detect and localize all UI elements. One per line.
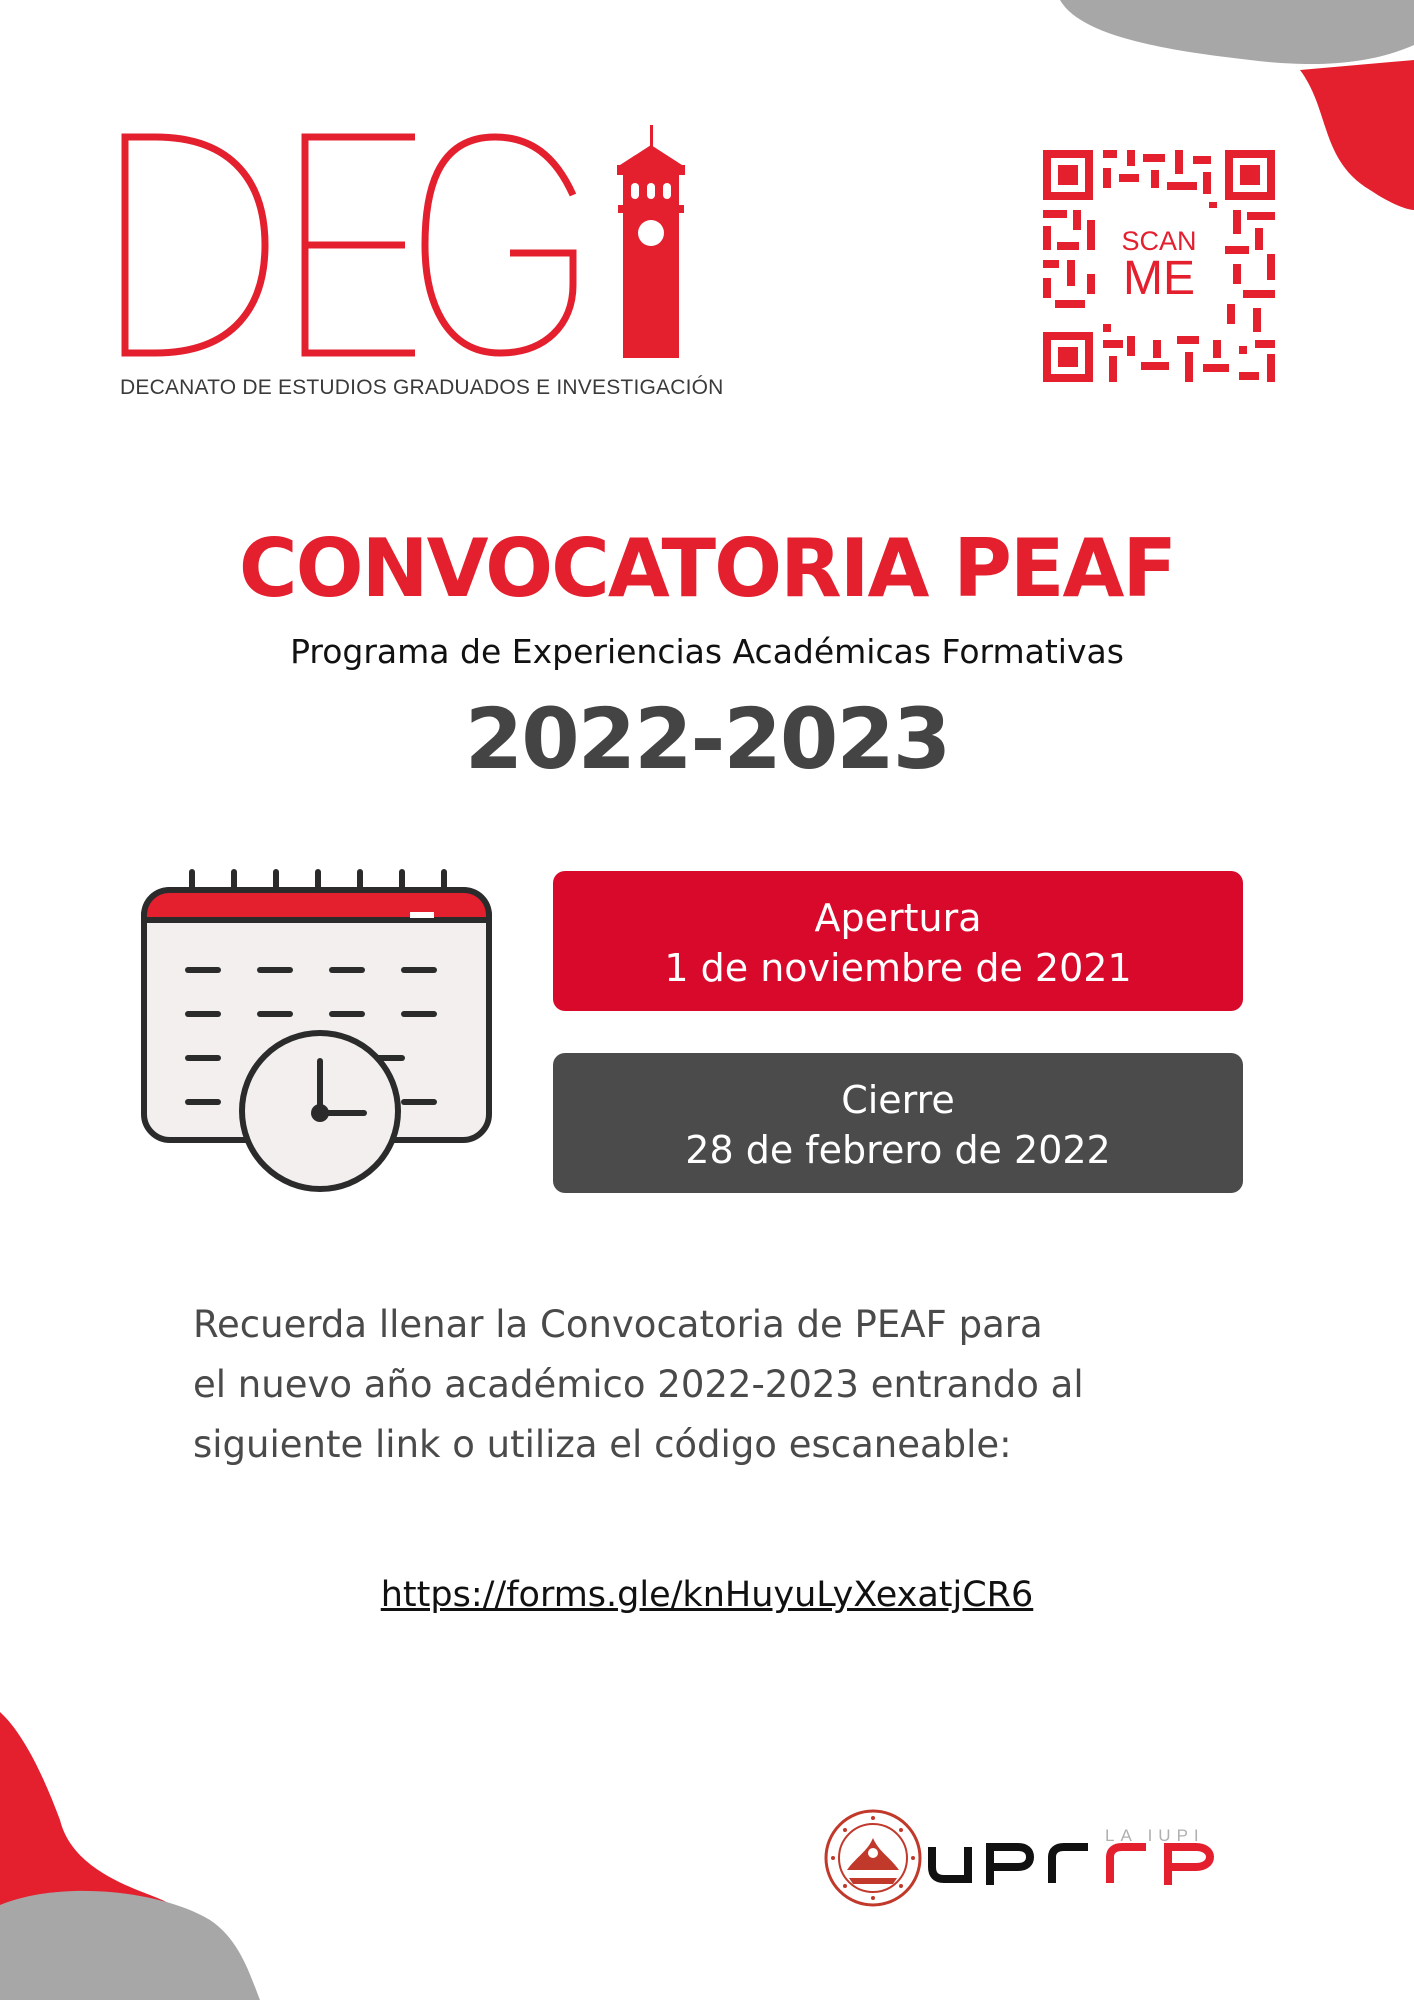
reminder-line-2: el nuevo año académico 2022-2023 entrando al (193, 1363, 1084, 1406)
page-title: CONVOCATORIA PEAF (238, 522, 1176, 615)
qr-scan-text: SCAN (1121, 226, 1197, 256)
closing-date: 28 de febrero de 2022 (685, 1128, 1111, 1172)
calendar-clock-icon (140, 868, 500, 1198)
opening-date: 1 de noviembre de 2021 (664, 946, 1132, 990)
top-right-red-blob (1300, 60, 1414, 210)
qr-me-text: ME (1123, 252, 1195, 305)
logo-subtitle: DECANATO DE ESTUDIOS GRADUADOS E INVESTIGACIÓN (120, 376, 724, 399)
reminder-message (193, 1295, 1313, 1475)
top-right-gray-blob (1060, 0, 1414, 64)
opening-date-box (553, 871, 1243, 1011)
academic-year: 2022-2023 (464, 690, 950, 788)
reminder-line-3: siguiente link o utiliza el código escaneable: (193, 1423, 1012, 1466)
closing-label: Cierre (841, 1078, 955, 1122)
opening-label: Apertura (814, 896, 982, 940)
reminder-line-1: Recuerda llenar la Convocatoria de PEAF para (193, 1303, 1043, 1346)
la-iupi-text: LA IUPI (1105, 1826, 1205, 1845)
bottom-left-gray-blob (0, 1891, 260, 2000)
form-link[interactable]: https://forms.gle/knHuyuLyXexatjCR6 (380, 1575, 1034, 1615)
closing-date-box (553, 1053, 1243, 1193)
uprrp-wordmark (928, 1843, 1223, 1885)
qr-scan-label (1101, 226, 1217, 305)
program-name: Programa de Experiencias Académicas Formativas (290, 632, 1124, 671)
university-seal (823, 1808, 923, 1908)
degi-logo (115, 125, 695, 370)
